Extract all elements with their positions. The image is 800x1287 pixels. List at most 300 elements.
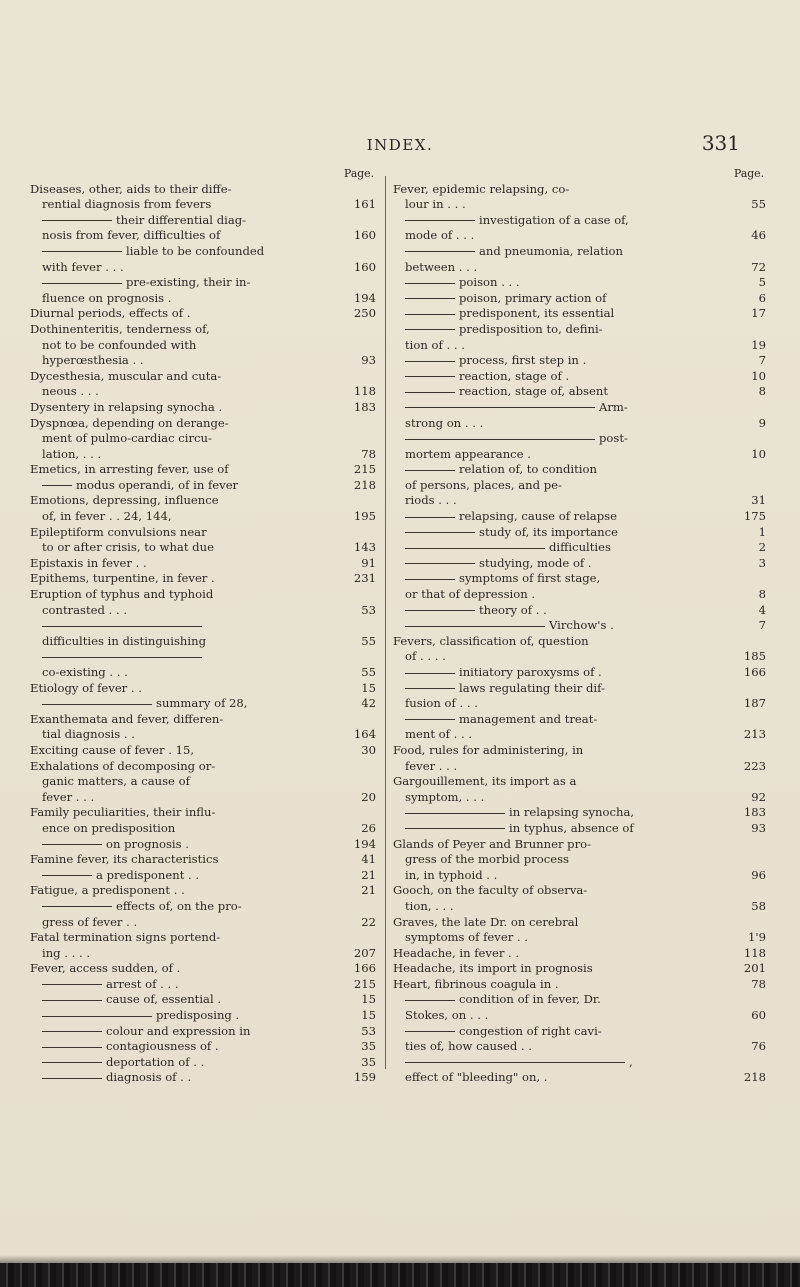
- index-entry-label: symptom, . . .: [405, 789, 485, 804]
- index-entry-text: [42, 790, 342, 806]
- index-entry: [393, 899, 766, 915]
- index-entry-label: Epithems, turpentine, in fever .: [30, 571, 215, 586]
- index-entry-label: between . . .: [405, 259, 478, 274]
- index-entry-label: fusion of . . .: [405, 696, 478, 711]
- index-entry-label: contagiousness of .: [106, 1039, 219, 1054]
- ditto-rule: [405, 1062, 625, 1063]
- ditto-rule: [42, 220, 112, 221]
- index-entry-text: [405, 790, 732, 806]
- index-entry-label: Exhalations of decomposing or-: [30, 758, 216, 773]
- index-entry-text: [42, 649, 342, 665]
- index-entry: [393, 478, 766, 494]
- index-entry-page: 201: [743, 961, 766, 976]
- ditto-rule: [42, 1016, 152, 1017]
- ditto-rule: [42, 1047, 102, 1048]
- index-entry: [30, 681, 376, 697]
- index-entry-label: Famine fever, its characteristics: [30, 852, 219, 867]
- page-number: 331: [701, 131, 740, 155]
- index-entry-label: Stokes, on . . .: [405, 1008, 489, 1023]
- index-entry: [30, 182, 376, 198]
- index-entry: [30, 1055, 376, 1071]
- index-entry-page: 53: [361, 1023, 376, 1038]
- ditto-rule: [405, 283, 455, 284]
- index-entry-page: 1: [758, 524, 766, 539]
- index-entry: [393, 416, 766, 432]
- ditto-rule: [405, 251, 475, 252]
- index-entry: [30, 322, 376, 338]
- index-entry-label: Diseases, other, aids to their diffe-: [30, 181, 232, 196]
- index-entry-text: [405, 805, 732, 821]
- index-entry: [30, 868, 376, 884]
- ditto-rule: [405, 563, 475, 564]
- index-entry-label: difficulties: [549, 540, 611, 555]
- ditto-rule: [405, 548, 545, 549]
- index-entry-page: 9: [758, 415, 766, 430]
- index-entry-text: [405, 275, 732, 291]
- index-entry: [393, 665, 766, 681]
- index-entry-label: tion, . . .: [405, 898, 454, 913]
- index-entry-label: their differential diag-: [116, 212, 247, 227]
- index-entry-page: 55: [361, 633, 376, 648]
- index-entry: [393, 915, 766, 931]
- index-entry: [393, 244, 766, 260]
- index-entry: [30, 665, 376, 681]
- index-entry-text: [42, 1008, 342, 1024]
- index-entry-page: 93: [361, 353, 376, 368]
- index-entry: [30, 759, 376, 775]
- index-entry-page: 185: [743, 649, 766, 664]
- index-entry-text: [42, 837, 342, 853]
- index-entry-text: [42, 260, 342, 276]
- ditto-rule: [42, 875, 92, 876]
- index-entry: [30, 883, 376, 899]
- index-entry: [30, 837, 376, 853]
- index-entry-text: [393, 743, 732, 759]
- index-entry: [393, 338, 766, 354]
- index-entry: [393, 509, 766, 525]
- index-entry-text: [405, 821, 732, 837]
- index-entry-label: ment of . . .: [405, 727, 473, 742]
- ditto-rule: [42, 1078, 102, 1079]
- index-entry-page: 160: [353, 228, 376, 243]
- index-entry: [393, 821, 766, 837]
- index-entry-label: ,: [629, 1054, 633, 1069]
- index-entry-text: [42, 977, 342, 993]
- ditto-rule: [405, 314, 455, 315]
- ditto-rule: [405, 626, 545, 627]
- index-entry-page: 183: [743, 805, 766, 820]
- index-entry-text: [405, 930, 732, 946]
- ditto-rule: [405, 1000, 455, 1001]
- index-entry: [393, 681, 766, 697]
- index-entry: [393, 447, 766, 463]
- index-entry-text: [30, 805, 342, 821]
- index-entry: [30, 260, 376, 276]
- index-entry-label: neous . . .: [42, 384, 99, 399]
- page-column-label: Page.: [734, 167, 764, 180]
- index-entry-label: Emotions, depressing, influence: [30, 493, 219, 508]
- index-entry-text: [42, 213, 342, 229]
- ditto-rule: [405, 610, 475, 611]
- index-entry: [30, 338, 376, 354]
- index-entry-label: of persons, places, and pe-: [405, 477, 562, 492]
- index-entry-label: Emetics, in arresting fever, use of: [30, 462, 229, 477]
- index-entries-right: [393, 182, 766, 1086]
- index-entry: [393, 1008, 766, 1024]
- index-entry: [393, 649, 766, 665]
- index-entry: [393, 400, 766, 416]
- index-entry-label: not to be confounded with: [42, 337, 197, 352]
- index-entry-page: 175: [743, 509, 766, 524]
- index-entry-label: tial diagnosis . .: [42, 727, 135, 742]
- index-entry-label: Headache, in fever . .: [393, 945, 520, 960]
- index-entry-label: summary of 28,: [156, 696, 248, 711]
- index-entry-label: contrasted . . .: [42, 602, 128, 617]
- index-entry: [393, 556, 766, 572]
- index-entry: [393, 790, 766, 806]
- index-entry-text: [405, 322, 732, 338]
- index-entry-page: 250: [353, 306, 376, 321]
- index-entry-text: [42, 540, 342, 556]
- index-entry: [30, 852, 376, 868]
- index-entry-page: 4: [758, 602, 766, 617]
- index-entry-page: 96: [751, 867, 766, 882]
- ditto-rule: [405, 828, 505, 829]
- index-entry: [393, 977, 766, 993]
- index-entry-text: [393, 837, 732, 853]
- index-entry-label: Fevers, classification of, question: [393, 633, 589, 648]
- index-entry-text: [405, 992, 732, 1008]
- index-entry: [393, 462, 766, 478]
- index-entry-label: condition of in fever, Dr.: [459, 992, 601, 1007]
- ditto-rule: [42, 906, 112, 907]
- index-entry-label: relation of, to condition: [459, 462, 597, 477]
- index-entry-label: predisposition to, defini-: [459, 321, 603, 336]
- index-entry-text: [42, 1024, 342, 1040]
- index-entry-label: on prognosis .: [106, 836, 189, 851]
- index-entry-text: [405, 228, 732, 244]
- index-entry-text: [405, 338, 732, 354]
- index-entry-text: [42, 353, 342, 369]
- index-entry: [393, 213, 766, 229]
- index-entry-label: gress of the morbid process: [405, 852, 569, 867]
- index-entry-text: [30, 525, 342, 541]
- index-entry: [393, 618, 766, 634]
- index-entry-text: [405, 478, 732, 494]
- ditto-rule: [42, 251, 122, 252]
- index-entry-text: [30, 712, 342, 728]
- index-entry-text: [405, 1024, 732, 1040]
- index-entry-page: 41: [361, 852, 376, 867]
- page-column-label: Page.: [344, 167, 374, 180]
- index-entry-label: effect of "bleeding" on, .: [405, 1070, 548, 1085]
- index-entry: [30, 525, 376, 541]
- index-entry-text: [42, 275, 342, 291]
- index-entry-label: liable to be confounded: [126, 243, 265, 258]
- index-entry-page: 92: [751, 789, 766, 804]
- index-entry-text: [405, 197, 732, 213]
- index-entry: [30, 805, 376, 821]
- index-entry-label: investigation of a case of,: [479, 212, 629, 227]
- index-entry: [393, 868, 766, 884]
- index-entry-text: [405, 353, 732, 369]
- index-entry-text: [405, 244, 732, 260]
- index-entry-label: ment of pulmo-cardiac circu-: [42, 431, 212, 446]
- index-entry: [393, 260, 766, 276]
- ditto-rule: [405, 1031, 455, 1032]
- index-entry-label: fever . . .: [405, 758, 458, 773]
- ditto-rule: [405, 673, 455, 674]
- index-entry-text: [393, 961, 732, 977]
- index-entry-text: [30, 930, 342, 946]
- index-entry-label: diagnosis of . .: [106, 1070, 192, 1085]
- index-entry: [393, 883, 766, 899]
- index-entry-text: [42, 868, 342, 884]
- index-entry-label: or that of depression .: [405, 587, 536, 602]
- index-entry-label: to or after crisis, to what due: [42, 540, 214, 555]
- index-entry-page: 161: [353, 197, 376, 212]
- index-entry: [30, 571, 376, 587]
- index-entry: [393, 322, 766, 338]
- index-entry-label: Fever, access sudden, of .: [30, 961, 181, 976]
- index-entry-text: [42, 244, 342, 260]
- index-entry-text: [30, 759, 342, 775]
- index-entry-label: rential diagnosis from fevers: [42, 197, 212, 212]
- index-entry-label: deportation of . .: [106, 1054, 205, 1069]
- index-entry-label: Virchow's .: [549, 618, 614, 633]
- index-entry-text: [405, 899, 732, 915]
- index-entry: [30, 509, 376, 525]
- index-entry-label: process, first step in .: [459, 353, 587, 368]
- index-entry: [30, 213, 376, 229]
- index-entry: [393, 197, 766, 213]
- index-entry-page: 17: [751, 306, 766, 321]
- index-entry-label: fluence on prognosis .: [42, 290, 172, 305]
- index-entry-label: Dysentery in relapsing synocha .: [30, 399, 223, 414]
- index-entry-text: [405, 556, 732, 572]
- scan-border: [0, 1263, 800, 1287]
- index-entry-label: hyperœsthesia . .: [42, 353, 144, 368]
- index-entry-label: poison . . .: [459, 275, 520, 290]
- index-entry: [30, 306, 376, 322]
- index-entry-text: [405, 603, 732, 619]
- index-entry-text: [405, 696, 732, 712]
- ditto-rule: [405, 517, 455, 518]
- index-entry-text: [42, 899, 342, 915]
- index-entry-text: [30, 571, 342, 587]
- index-entry-page: 15: [361, 680, 376, 695]
- index-entry-page: 21: [361, 883, 376, 898]
- index-entry-label: mode of . . .: [405, 228, 475, 243]
- index-entry-label: Dycesthesia, muscular and cuta-: [30, 368, 222, 383]
- ditto-rule: [405, 719, 455, 720]
- index-entry-label: cause of, essential .: [106, 992, 222, 1007]
- index-entry: [393, 275, 766, 291]
- index-entry-text: [42, 197, 342, 213]
- index-entry: [30, 790, 376, 806]
- index-entry: [393, 837, 766, 853]
- index-entry: [30, 431, 376, 447]
- index-entry-label: of, in fever . . 24, 144,: [42, 509, 172, 524]
- index-entry-page: 143: [353, 540, 376, 555]
- index-entry-text: [30, 182, 342, 198]
- index-entry-label: in, in typhoid . .: [405, 867, 498, 882]
- index-entry: [393, 306, 766, 322]
- index-entry-text: [42, 727, 342, 743]
- index-entry-label: riods . . .: [405, 493, 457, 508]
- index-entry-page: 1'9: [748, 930, 766, 945]
- index-entry: [393, 353, 766, 369]
- index-entry: [30, 618, 376, 634]
- index-entry-text: [42, 384, 342, 400]
- index-entry-label: arrest of . . .: [106, 976, 179, 991]
- ditto-rule: [405, 298, 455, 299]
- index-entry-label: Family peculiarities, their influ-: [30, 805, 216, 820]
- index-entry-label: Gooch, on the faculty of observa-: [393, 883, 588, 898]
- index-entry: [393, 1039, 766, 1055]
- ditto-rule: [42, 626, 202, 627]
- index-entry: [393, 696, 766, 712]
- index-entry-page: 35: [361, 1054, 376, 1069]
- index-entry-label: Fatal termination signs portend-: [30, 930, 221, 945]
- ditto-rule: [405, 688, 455, 689]
- index-entry-page: 207: [353, 945, 376, 960]
- index-entry-label: Heart, fibrinous coagula in .: [393, 976, 559, 991]
- index-entry-text: [42, 618, 342, 634]
- ditto-rule: [42, 283, 122, 284]
- index-entry: [30, 915, 376, 931]
- index-entry: [30, 930, 376, 946]
- index-entry: [30, 1008, 376, 1024]
- index-entry-page: 7: [758, 353, 766, 368]
- index-entry-text: [405, 712, 732, 728]
- index-entry: [393, 946, 766, 962]
- index-entry-label: symptoms of fever . .: [405, 930, 528, 945]
- ditto-rule: [405, 376, 455, 377]
- index-entry-label: Dyspnœa, depending on derange-: [30, 415, 229, 430]
- index-entry: [30, 899, 376, 915]
- index-entry-label: study of, its importance: [479, 524, 619, 539]
- index-entry-label: Exanthemata and fever, differen-: [30, 711, 224, 726]
- index-entry-label: laws regulating their dif-: [459, 680, 605, 695]
- index-entry-label: mortem appearance .: [405, 446, 531, 461]
- index-entry-label: predisposing .: [156, 1008, 240, 1023]
- index-entry: [30, 743, 376, 759]
- index-entry: [393, 291, 766, 307]
- index-entry-page: 42: [361, 696, 376, 711]
- index-entry-label: Fatigue, a predisponent . .: [30, 883, 185, 898]
- index-entry-label: theory of . .: [479, 602, 547, 617]
- index-entry-page: 30: [361, 742, 376, 757]
- index-entry-page: 166: [743, 665, 766, 679]
- index-entry: [30, 275, 376, 291]
- index-entry-page: 93: [751, 820, 766, 835]
- index-entry-text: [405, 727, 732, 743]
- index-entry-label: relapsing, cause of relapse: [459, 509, 617, 524]
- index-entry-page: 22: [361, 914, 376, 929]
- index-entry-page: 7: [758, 618, 766, 633]
- index-entry: [393, 852, 766, 868]
- ditto-rule: [42, 657, 202, 658]
- ditto-rule: [405, 392, 455, 393]
- index-entry-text: [42, 338, 342, 354]
- index-entry-page: 213: [743, 727, 766, 742]
- index-entry-text: [405, 416, 732, 432]
- index-entry: [393, 930, 766, 946]
- index-entry-label: lour in . . .: [405, 197, 466, 212]
- index-entry-text: [30, 416, 342, 432]
- index-entry-text: [405, 400, 732, 416]
- index-entry-text: [405, 1039, 732, 1055]
- index-entry: [30, 946, 376, 962]
- index-entry: [393, 1070, 766, 1086]
- index-entry-page: 55: [361, 665, 376, 679]
- index-entry-label: with fever . . .: [42, 259, 124, 274]
- index-entry-text: [30, 400, 342, 416]
- index-entry-label: poison, primary action of: [459, 290, 607, 305]
- index-entry: [393, 805, 766, 821]
- index-entry-text: [405, 1008, 732, 1024]
- index-entry-label: post-: [599, 431, 628, 446]
- index-entry-text: [405, 384, 732, 400]
- index-entry-page: 31: [751, 493, 766, 508]
- index-entry-page: 187: [743, 696, 766, 711]
- index-entry: [30, 353, 376, 369]
- index-entry-label: Fever, epidemic relapsing, co-: [393, 181, 570, 196]
- index-entry-text: [42, 1055, 342, 1071]
- index-entry-label: Etiology of fever . .: [30, 680, 142, 695]
- index-entry-label: Glands of Peyer and Brunner pro-: [393, 836, 592, 851]
- index-entry-page: 218: [743, 1070, 766, 1085]
- index-entry-page: 3: [758, 555, 766, 570]
- index-entry-label: strong on . . .: [405, 415, 484, 430]
- index-entry-page: 218: [353, 477, 376, 492]
- index-column-right: [393, 166, 766, 1086]
- index-entry-page: 72: [751, 259, 766, 274]
- ditto-rule: [42, 1062, 102, 1063]
- index-entry-label: co-existing . . .: [42, 665, 128, 679]
- index-entry: [30, 961, 376, 977]
- index-entry-label: reaction, stage of, absent: [459, 384, 608, 399]
- index-entry-text: [393, 915, 732, 931]
- index-entry-text: [42, 665, 342, 681]
- index-entry-label: Gargouillement, its import as a: [393, 774, 577, 789]
- ditto-rule: [42, 485, 72, 486]
- index-entry-label: gress of fever . .: [42, 914, 138, 929]
- index-entry-text: [30, 556, 342, 572]
- index-entry-page: 10: [751, 446, 766, 461]
- index-entry: [30, 977, 376, 993]
- index-entry-label: tion of . . .: [405, 337, 465, 352]
- index-entry: [393, 992, 766, 1008]
- page-edge-shadow: [0, 1255, 800, 1263]
- index-entry-text: [42, 1070, 342, 1086]
- ditto-rule: [405, 220, 475, 221]
- index-entry: [393, 493, 766, 509]
- index-entry-page: 21: [361, 867, 376, 882]
- index-entry-page: 118: [743, 945, 766, 960]
- ditto-rule: [42, 1031, 102, 1032]
- index-entry-label: ganic matters, a cause of: [42, 774, 190, 789]
- index-entry: [30, 774, 376, 790]
- index-entry-text: [30, 587, 342, 603]
- index-entry-page: 26: [361, 820, 376, 835]
- index-entry-page: 10: [751, 368, 766, 383]
- index-entry-text: [405, 291, 732, 307]
- index-entry: [30, 634, 376, 650]
- index-entry-text: [405, 462, 732, 478]
- index-entry-text: [42, 821, 342, 837]
